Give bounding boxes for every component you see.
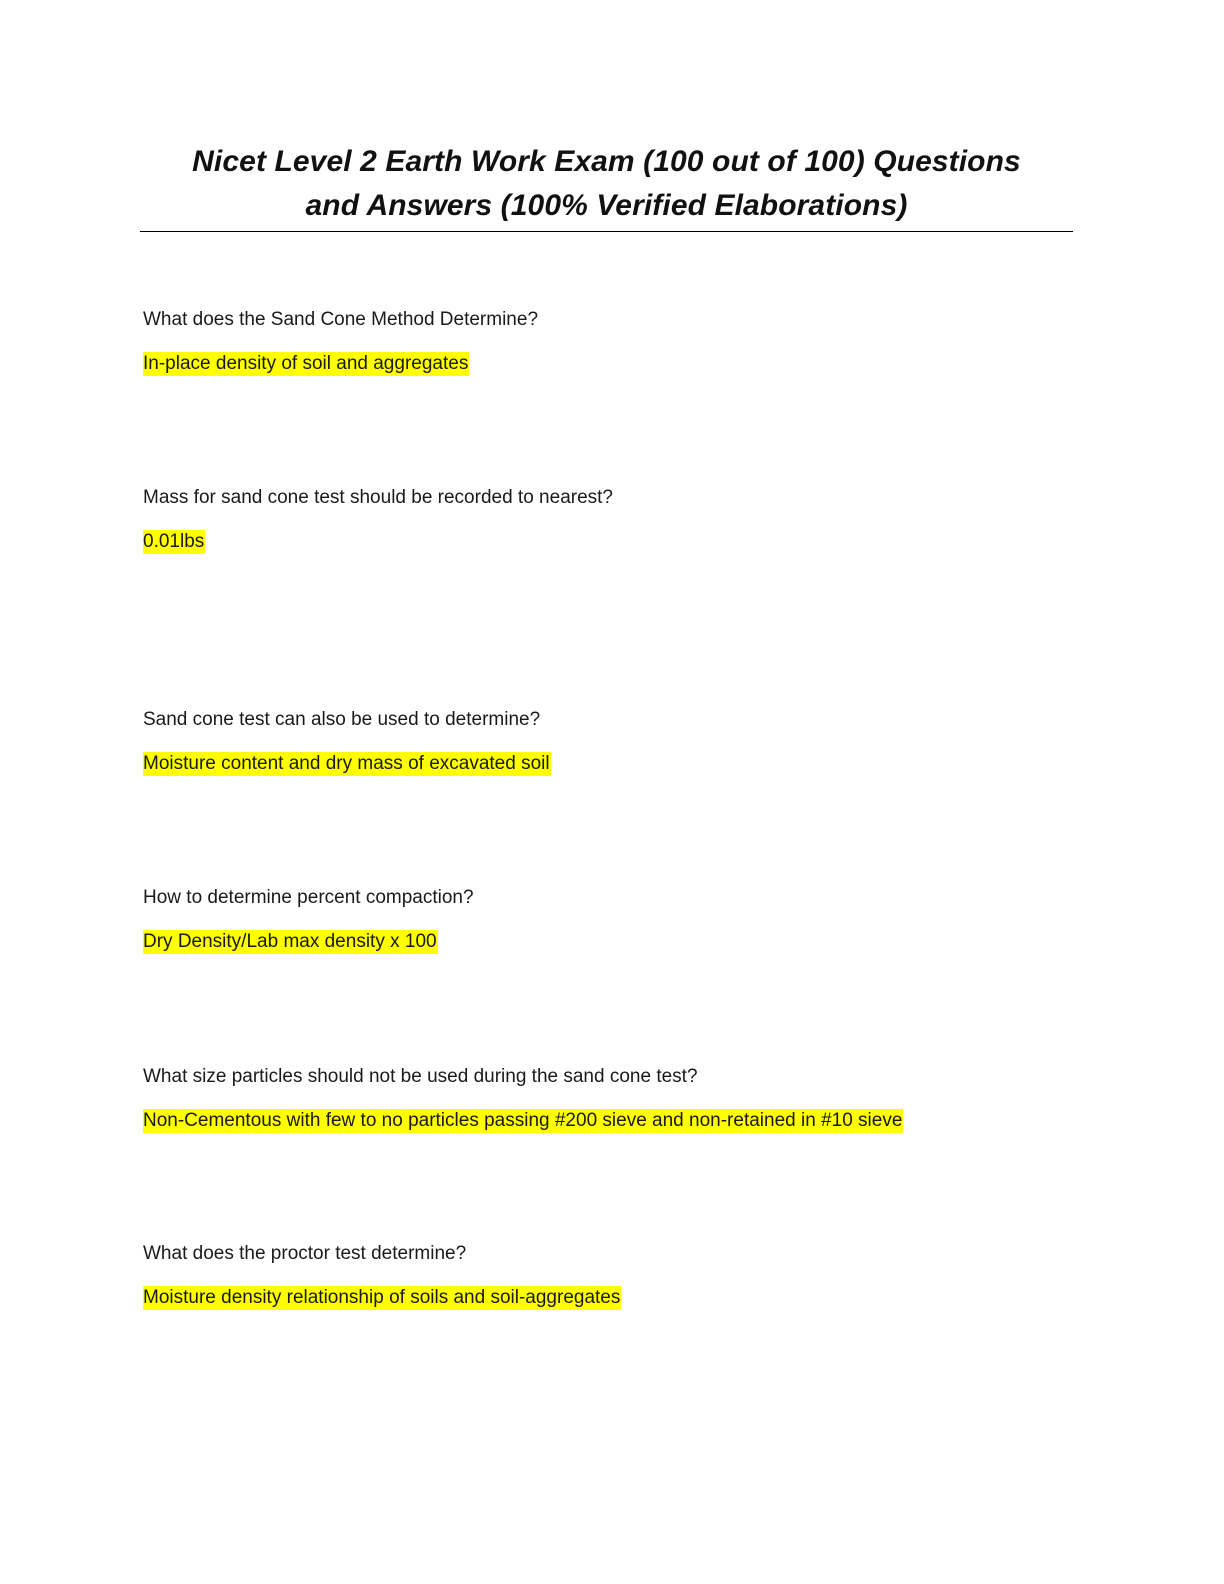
answer-highlight: 0.01lbs (143, 531, 205, 552)
qa-item (143, 486, 1103, 554)
qa-item (143, 1065, 1103, 1133)
question-text: How to determine percent compaction? (143, 887, 474, 908)
qa-item (143, 308, 1103, 376)
title-underline (140, 231, 1073, 232)
answer-highlight: In-place density of soil and aggregates (143, 353, 469, 374)
question-text: What size particles should not be used during the sand cone test? (143, 1066, 698, 1087)
question-text: Sand cone test can also be used to determine? (143, 709, 541, 730)
answer-highlight: Moisture density relationship of soils and soil-aggregates (143, 1287, 621, 1308)
answer-highlight: Moisture content and dry mass of excavated soil (143, 753, 550, 774)
document-title-line-1: Nicet Level 2 Earth Work Exam (100 out of 100) Questions (192, 145, 1021, 178)
question-text: Mass for sand cone test should be recorded to nearest? (143, 487, 613, 508)
question-text: What does the proctor test determine? (143, 1243, 467, 1264)
qa-item (143, 886, 1103, 954)
question-text: What does the Sand Cone Method Determine? (143, 309, 539, 330)
answer-highlight: Non-Cementous with few to no particles passing #200 sieve and non-retained in #10 sieve (143, 1110, 903, 1131)
answer-highlight: Dry Density/Lab max density x 100 (143, 931, 437, 952)
document-title (140, 140, 1073, 228)
document-title-line-2: and Answers (100% Verified Elaborations) (305, 189, 908, 222)
qa-item (143, 1242, 1103, 1310)
qa-item (143, 708, 1103, 776)
